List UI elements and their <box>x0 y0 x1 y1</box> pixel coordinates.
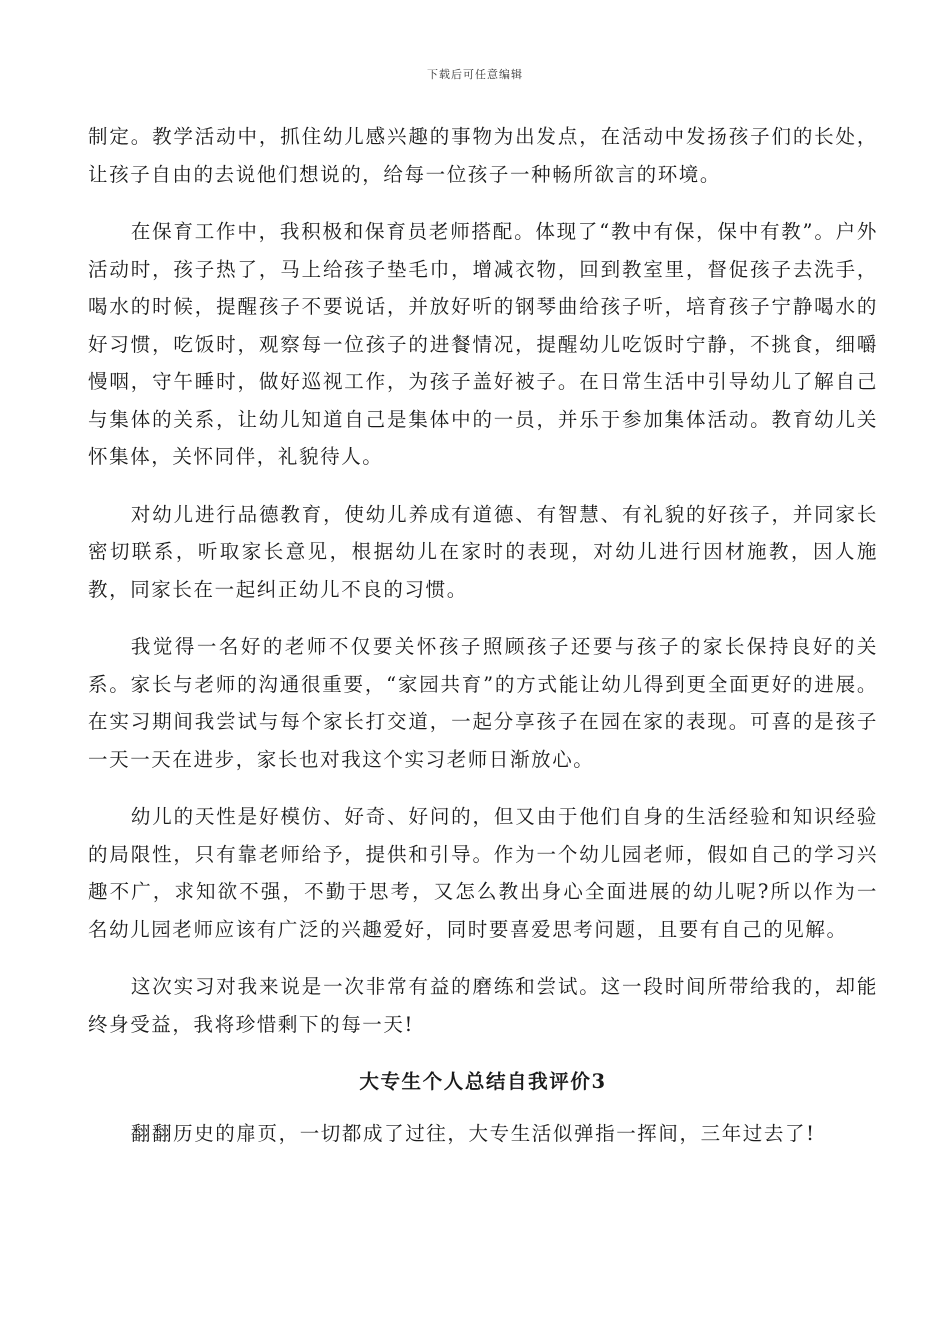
section-first-paragraph: 翻翻历史的扉页，一切都成了过往，大专生活似弹指一挥间，三年过去了! <box>130 1121 816 1145</box>
paragraph-continued: 制定。教学活动中，抓住幼儿感兴趣的事物为出发点，在活动中发扬孩子们的长处，让孩子自由的去说他们想说的，给每一位孩子一种畅所欲言的环境。 <box>88 125 878 186</box>
paragraph-internship-conclusion: 这次实习对我来说是一次非常有益的磨练和尝试。这一段时间所带给我的，却能终身受益，我将珍惜剩下的每一天! <box>88 975 878 1036</box>
paragraph-child-nature: 幼儿的天性是好模仿、好奇、好问的，但又由于他们自身的生活经验和知识经验的局限性，只有靠老师给予，提供和引导。作为一个幼儿园老师，假如自己的学习兴趣不广，求知欲不强，不勤于思考，又怎么教出身心全面进展的幼儿呢?所以作为一名幼儿园老师应该有广泛的兴趣爱好，同时要喜爱思考问题，且要有自己的见解。 <box>88 805 878 941</box>
section-title: 大专生个人总结自我评价3 <box>359 1070 607 1093</box>
paragraph-parent-relations: 我觉得一名好的老师不仅要关怀孩子照顾孩子还要与孩子的家长保持良好的关系。家长与老师的沟通很重要，“家园共育”的方式能让幼儿得到更全面更好的进展。在实习期间我尝试与每个家长打交道，一起分享孩子在园在家的表现。可喜的是孩子一天一天在进步，家长也对我这个实习老师日渐放心。 <box>88 635 878 771</box>
paragraph-care-work: 在保育工作中，我积极和保育员老师搭配。体现了“教中有保，保中有教”。户外活动时，孩子热了，马上给孩子垫毛巾，增减衣物，回到教室里，督促孩子去洗手，喝水的时候，提醒孩子不要说话，并放好听的钢琴曲给孩子听，培育孩子宁静喝水的好习惯，吃饭时，观察每一位孩子的进餐情况，提醒幼儿吃饭时宁静，不挑食，细嚼慢咽，守午睡时，做好巡视工作，为孩子盖好被子。在日常生活中引导幼儿了解自己与集体的关系，让幼儿知道自己是集体中的一员，并乐于参加集体活动。教育幼儿关怀集体，关怀同伴，礼貌待人。 <box>88 220 878 468</box>
paragraph-moral-education: 对幼儿进行品德教育，使幼儿养成有道德、有智慧、有礼貌的好孩子，并同家长密切联系，听取家长意见，根据幼儿在家时的表现，对幼儿进行因材施教，因人施教，同家长在一起纠正幼儿不良的习惯。 <box>88 502 878 601</box>
page-header-note: 下载后可任意编辑 <box>427 68 523 81</box>
document-body <box>88 118 878 1172</box>
